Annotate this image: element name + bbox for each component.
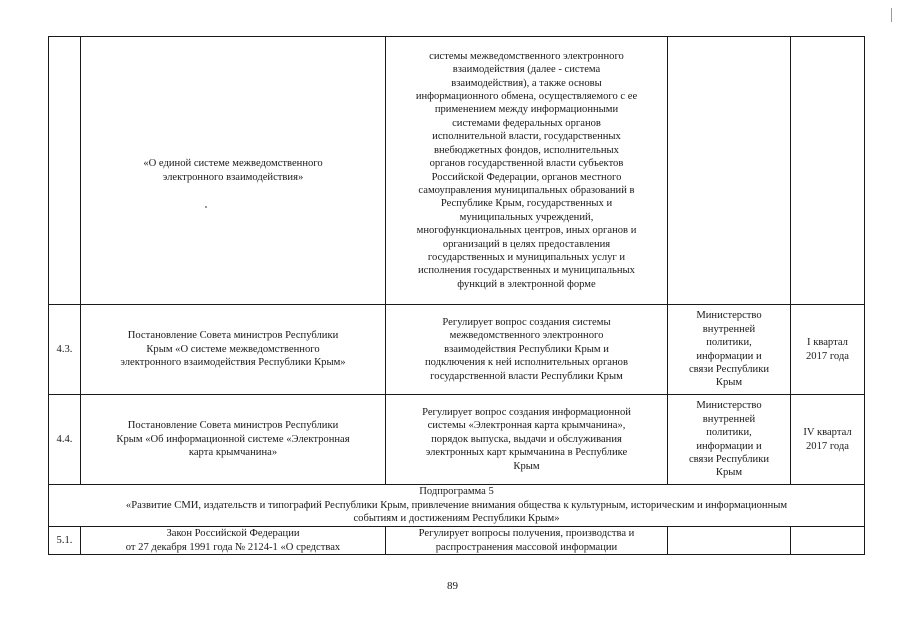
table-row xyxy=(49,37,865,305)
document-description: Регулирует вопрос создания системы межведомственного электронного взаимодействия Республики Крым и подключения к ней исполнительных органов государственной власти Республики Крым xyxy=(386,305,668,395)
row-number: 4.4. xyxy=(49,395,81,485)
document-description: Регулирует вопрос создания информационной системы «Электронная карта крымчанина», порядок выпуска, выдачи и обслуживания электронных карт крымчанина в Республике Крым xyxy=(386,395,668,485)
table-row xyxy=(49,527,865,555)
page-number: 89 xyxy=(447,580,458,592)
measures-table xyxy=(48,36,865,555)
executor xyxy=(668,37,791,305)
document-title: Постановление Совета министров Республики Крым «О системе межведомственного электронного взаимодействия Республики Крым» xyxy=(81,305,386,395)
deadline: I квартал 2017 года xyxy=(791,305,865,395)
subprogram-title: «Развитие СМИ, издательств и типографий Республики Крым, привлечение внимания общества к культурным, историческим и информационным событиям и достижениям Республики Крым» xyxy=(125,499,788,525)
scan-edge-mark xyxy=(891,8,892,22)
table-row xyxy=(49,305,865,395)
row-number: 5.1. xyxy=(49,527,81,555)
document-title: «О единой системе межведомственного электронного взаимодействия» xyxy=(81,37,386,305)
subprogram-label: Подпрограмма 5 xyxy=(419,486,494,498)
executor xyxy=(668,527,791,555)
subprogram-row xyxy=(49,485,865,527)
table-row xyxy=(49,395,865,485)
deadline xyxy=(791,37,865,305)
executor: Министерство внутренней политики, информации и связи Республики Крым xyxy=(668,305,791,395)
document-description: системы межведомственного электронного взаимодействия (далее - система взаимодействия), а также основы информационного обмена, осуществляемого с ее применением между информационными системами федеральных органов исполнительной власти, государственных внебюджетных фондов, исполнительных органов государственной власти субъектов Российской Федерации, органов местного самоуправления муниципальных образований в Республике Крым, государственных и муниципальных учреждений, многофункциональных центров, иных органов и организаций в целях предоставления государственных и муниципальных услуг и исполнения государственных и муниципальных функций в электронной форме xyxy=(386,37,668,305)
deadline: IV квартал 2017 года xyxy=(791,395,865,485)
document-description: Регулирует вопросы получения, производства и распространения массовой информации xyxy=(386,527,668,555)
row-number: 4.3. xyxy=(49,305,81,395)
deadline xyxy=(791,527,865,555)
executor: Министерство внутренней политики, информации и связи Республики Крым xyxy=(668,395,791,485)
subprogram-cell xyxy=(49,485,865,527)
row-number xyxy=(49,37,81,305)
document-title: Закон Российской Федерации от 27 декабря 1991 года № 2124-1 «О средствах xyxy=(81,527,386,555)
document-title: Постановление Совета министров Республики Крым «Об информационной системе «Электронная карта крымчанина» xyxy=(81,395,386,485)
